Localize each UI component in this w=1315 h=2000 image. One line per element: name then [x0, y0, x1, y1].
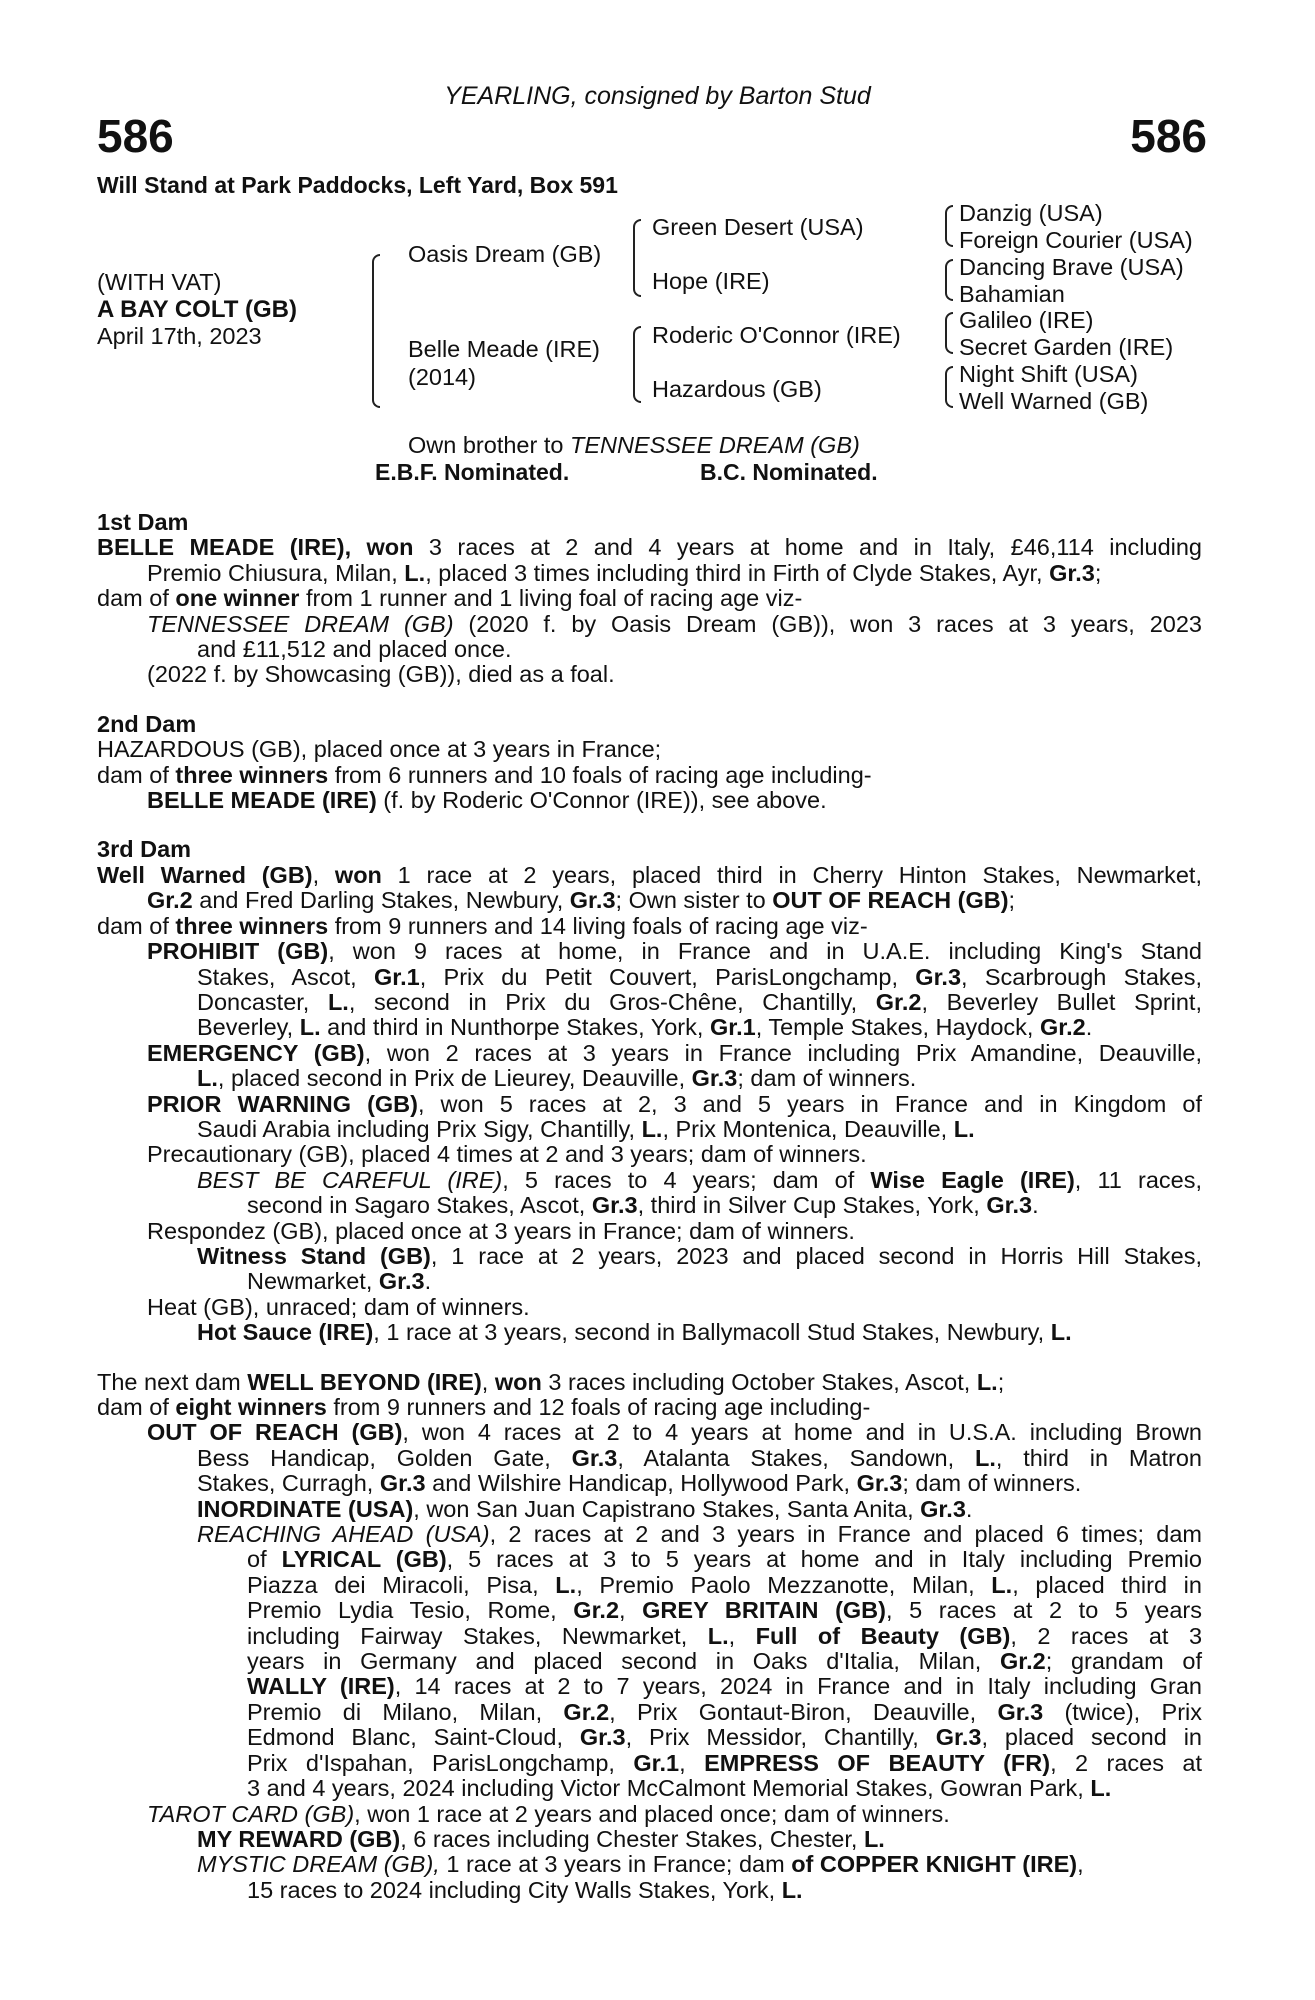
produce-line: Prix d'Ispahan, ParisLongchamp, Gr.1, EMPRESS OF BEAUTY (FR), 2 races at — [247, 1749, 1203, 1776]
own-brother-note: Own brother to TENNESSEE DREAM (GB) — [408, 432, 860, 458]
grandsire-1: Green Desert (USA) — [652, 214, 864, 240]
granddam-2: Hazardous (GB) — [652, 376, 822, 402]
produce-line: TAROT CARD (GB), won 1 race at 2 years and placed once; dam of winners. — [147, 1800, 950, 1827]
produce-line: Stakes, Ascot, Gr.1, Prix du Petit Couvert, ParisLongchamp, Gr.3, Scarbrough Stakes, — [197, 963, 1203, 990]
produce-line: PROHIBIT (GB), won 9 races at home, in France and in U.A.E. including King's Stand — [147, 938, 1202, 965]
pedigree-brace-gs1 — [945, 205, 953, 247]
next-dam-line: dam of eight winners from 9 runners and 12 foals of racing age including- — [97, 1394, 871, 1420]
produce-line: Edmond Blanc, Saint-Cloud, Gr.3, Prix Messidor, Chantilly, Gr.3, placed second in — [247, 1724, 1202, 1751]
great-grandparent-8: Well Warned (GB) — [959, 388, 1149, 414]
second-dam-heading: 2nd Dam — [97, 710, 197, 737]
produce-line: Respondez (GB), placed once at 3 years in France; dam of winners. — [147, 1217, 855, 1244]
great-grandparent-1: Danzig (USA) — [959, 200, 1103, 226]
lot-number-right: 586 — [1130, 110, 1207, 162]
produce-line: Precautionary (GB), placed 4 times at 2 and 3 years; dam of winners. — [147, 1141, 867, 1168]
pedigree-brace-dam — [633, 326, 641, 403]
produce-line: Doncaster, L., second in Prix du Gros-Chêne, Chantilly, Gr.2, Beverley Bullet Sprint, — [197, 988, 1202, 1015]
pedigree-brace-sire — [633, 219, 641, 297]
produce-line: Hot Sauce (IRE), 1 race at 3 years, second in Ballymacoll Stud Stakes, Newbury, L. — [197, 1319, 1072, 1346]
vat-note: (WITH VAT) — [97, 269, 222, 295]
produce-line: Bess Handicap, Golden Gate, Gr.3, Atalanta Stakes, Sandown, L., third in Matron — [197, 1444, 1202, 1471]
produce-line: including Fairway Stakes, Newmarket, L., Full of Beauty (GB), 2 races at 3 — [247, 1622, 1203, 1649]
sire-name: Oasis Dream (GB) — [408, 241, 602, 267]
great-grandparent-3: Dancing Brave (USA) — [959, 254, 1184, 280]
produce-line: Newmarket, Gr.3. — [247, 1268, 432, 1295]
first-dam-line: Premio Chiusura, Milan, L., placed 3 times including third in Firth of Clyde Stakes, Ayr, Gr.3; — [147, 559, 1102, 586]
great-grandparent-5: Galileo (IRE) — [959, 307, 1094, 333]
third-dam-line: Gr.2 and Fred Darling Stakes, Newbury, Gr.3; Own sister to OUT OF REACH (GB); — [147, 887, 1016, 914]
dam-year: (2014) — [408, 364, 476, 390]
produce-line: years in Germany and placed second in Oaks d'Italia, Milan, Gr.2; grandam of — [247, 1648, 1202, 1675]
lot-number-left: 586 — [97, 110, 174, 162]
produce-line: Heat (GB), unraced; dam of winners. — [147, 1293, 530, 1320]
second-dam-line: dam of three winners from 6 runners and 10 foals of racing age including- — [97, 761, 872, 788]
produce-line: Witness Stand (GB), 1 race at 2 years, 2023 and placed second in Horris Hill Stakes, — [197, 1242, 1202, 1269]
granddam-1: Hope (IRE) — [652, 268, 770, 294]
horse-name: A BAY COLT (GB) — [97, 296, 298, 323]
produce-line: L., placed second in Prix de Lieurey, Deauville, Gr.3; dam of winners. — [197, 1065, 917, 1092]
produce-line: WALLY (IRE), 14 races at 2 to 7 years, 2024 in France and in Italy including Gran — [247, 1673, 1202, 1700]
produce-line: INORDINATE (USA), won San Juan Capistrano Stakes, Santa Anita, Gr.3. — [197, 1495, 973, 1522]
third-dam-line: Well Warned (GB), won 1 race at 2 years, placed third in Cherry Hinton Stakes, Newmarket, — [97, 861, 1202, 888]
ebf-nominated: E.B.F. Nominated. — [375, 459, 570, 485]
second-dam-line: BELLE MEADE (IRE) (f. by Roderic O'Connor (IRE)), see above. — [147, 787, 827, 814]
produce-line: Saudi Arabia including Prix Sigy, Chantilly, L., Prix Montenica, Deauville, L. — [197, 1115, 975, 1142]
pedigree-brace-gs4 — [945, 366, 953, 408]
produce-line: MYSTIC DREAM (GB), 1 race at 3 years in France; dam of COPPER KNIGHT (IRE), — [197, 1851, 1084, 1878]
next-dam-line: The next dam WELL BEYOND (IRE), won 3 races including October Stakes, Ascot, L.; — [97, 1368, 1005, 1395]
third-dam-line: dam of three winners from 9 runners and 14 living foals of racing age viz- — [97, 912, 868, 939]
produce-line: of LYRICAL (GB), 5 races at 3 to 5 years at home and in Italy including Premio — [247, 1546, 1202, 1573]
catalogue-body — [97, 510, 1202, 1903]
second-dam-line: HAZARDOUS (GB), placed once at 3 years in France; — [97, 736, 662, 763]
catalogue-subtitle: YEARLING, consigned by Barton Stud — [444, 82, 871, 110]
pedigree-brace-gs2 — [945, 259, 953, 301]
great-grandparent-7: Night Shift (USA) — [959, 361, 1138, 387]
produce-line: MY REWARD (GB), 6 races including Chester Stakes, Chester, L. — [197, 1825, 885, 1852]
great-grandparent-2: Foreign Courier (USA) — [959, 227, 1193, 253]
produce-line: PRIOR WARNING (GB), won 5 races at 2, 3 and 5 years in France and in Kingdom of — [147, 1090, 1202, 1117]
produce-line: OUT OF REACH (GB), won 4 races at 2 to 4 years at home and in U.S.A. including Brown — [147, 1419, 1202, 1446]
horse-dob: April 17th, 2023 — [97, 323, 262, 349]
produce-line: 3 and 4 years, 2024 including Victor McCalmont Memorial Stakes, Gowran Park, L. — [247, 1775, 1112, 1802]
great-grandparent-4: Bahamian — [959, 281, 1065, 307]
bc-nominated: B.C. Nominated. — [700, 459, 878, 485]
first-dam-line: TENNESSEE DREAM (GB) (2020 f. by Oasis Dream (GB)), won 3 races at 3 years, 2023 — [147, 610, 1202, 637]
pedigree-brace-gs3 — [945, 312, 953, 354]
first-dam-line: BELLE MEADE (IRE), won 3 races at 2 and 4 years at home and in Italy, £46,114 including — [97, 534, 1202, 561]
grandsire-2: Roderic O'Connor (IRE) — [652, 322, 901, 348]
produce-line: REACHING AHEAD (USA), 2 races at 2 and 3 years in France and placed 6 times; dam — [197, 1521, 1202, 1548]
produce-line: BEST BE CAREFUL (IRE), 5 races to 4 years; dam of Wise Eagle (IRE), 11 races, — [197, 1166, 1202, 1193]
pedigree-brace-main — [372, 254, 380, 408]
first-dam-line: and £11,512 and placed once. — [197, 636, 512, 663]
produce-line: Piazza dei Miracoli, Pisa, L., Premio Paolo Mezzanotte, Milan, L., placed third in — [247, 1571, 1202, 1598]
first-dam-heading: 1st Dam — [97, 509, 189, 535]
first-dam-line: (2022 f. by Showcasing (GB)), died as a foal. — [147, 661, 615, 688]
produce-line: 15 races to 2024 including City Walls Stakes, York, L. — [247, 1876, 803, 1903]
produce-line: Premio Lydia Tesio, Rome, Gr.2, GREY BRITAIN (GB), 5 races at 2 to 5 years — [247, 1597, 1202, 1624]
third-dam-heading: 3rd Dam — [97, 836, 192, 863]
produce-line: Stakes, Curragh, Gr.3 and Wilshire Handicap, Hollywood Park, Gr.3; dam of winners. — [197, 1470, 1082, 1497]
produce-line: EMERGENCY (GB), won 2 races at 3 years in France including Prix Amandine, Deauville, — [147, 1039, 1202, 1066]
produce-line: second in Sagaro Stakes, Ascot, Gr.3, third in Silver Cup Stakes, York, Gr.3. — [247, 1192, 1039, 1219]
dam-name: Belle Meade (IRE) — [408, 336, 600, 362]
stand-location: Will Stand at Park Paddocks, Left Yard, Box 591 — [97, 172, 618, 198]
first-dam-line: dam of one winner from 1 runner and 1 living foal of racing age viz- — [97, 585, 803, 612]
great-grandparent-6: Secret Garden (IRE) — [959, 334, 1174, 360]
produce-line: Beverley, L. and third in Nunthorpe Stakes, York, Gr.1, Temple Stakes, Haydock, Gr.2. — [197, 1014, 1093, 1041]
produce-line: Premio di Milano, Milan, Gr.2, Prix Gontaut-Biron, Deauville, Gr.3 (twice), Prix — [247, 1698, 1202, 1725]
